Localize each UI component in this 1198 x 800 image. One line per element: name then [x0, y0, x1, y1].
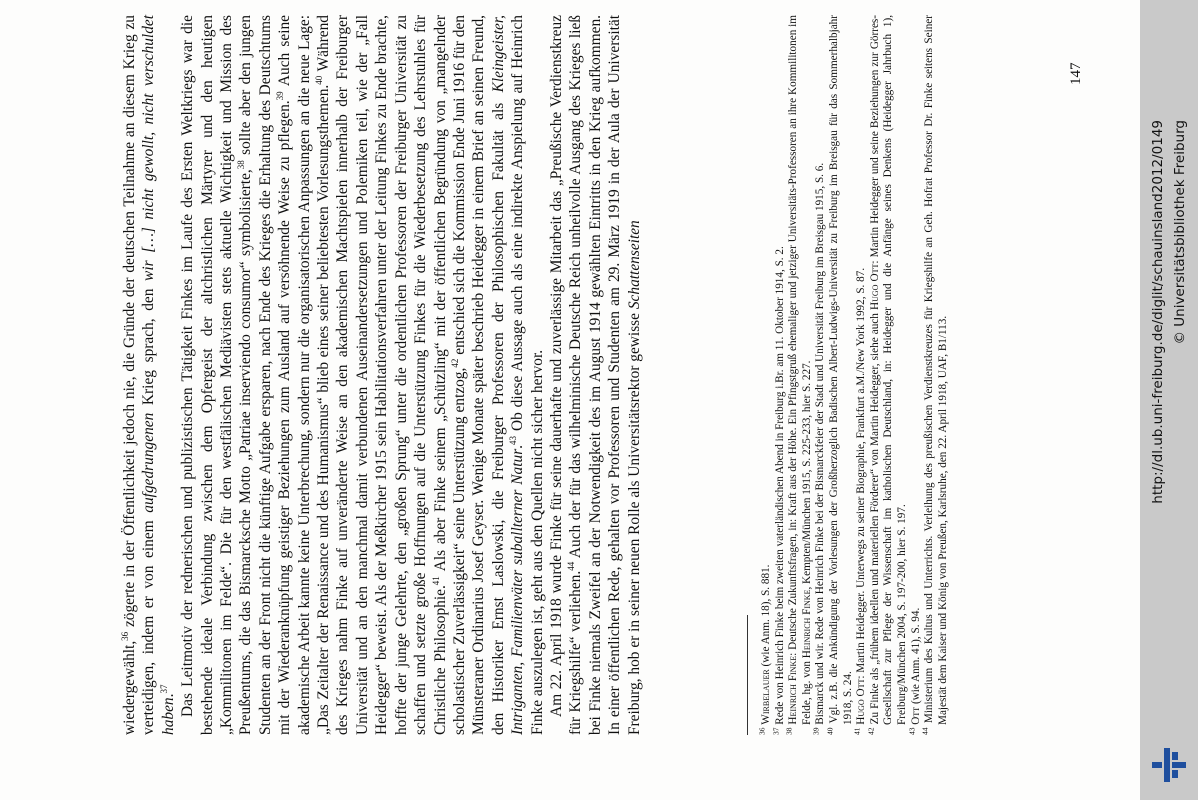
- logo-bar-top: [1172, 752, 1178, 760]
- footnote-38: $^{38}$ Heinrich Finke: Deutsche Zukunftsfragen, in: Kraft aus der Höhe. Ein Pfingstgruß ehemaliger und jetziger Universitäts-Professoren an ihre Kommilitonen im Felde, hg. von Heinrich Finke, Kempten/München 1915, S. 225-233, hier S. 227.: [784, 15, 813, 735]
- paragraph-3: Am 22. April 1918 wurde Finke für seine dauerhafte und zuverlässige Mitarbeit das „Preußische Verdienstkreuz für Kriegshilfe“ verliehen.$^{44}$ Auch der für das wilhelminische Deutsche Reich unheilvolle Ausgang des Krieges ließ bei Finke niemals Zweifel an der Notwendigkeit des im August 1914 gewählten Eintritts in den Krieg aufkommen. In einer öffentlichen Rede, gehalten vor Professoren und Studenten am 29. März 1919 in der Aula der Universität Freiburg, hob er in seiner neuen Rolle als Universitätsrektor gewisse Schattenseiten: [547, 14, 643, 735]
- logo-bar-right: [1172, 762, 1186, 768]
- library-sidebar: [1140, 0, 1198, 800]
- footnote-36: $^{36}$ Wirbelauer (wie Anm. 18), S. 881.: [757, 564, 772, 735]
- copyright-notice: © Universitätsbibliothek Freiburg: [1172, 120, 1188, 345]
- logo-bar-center: [1164, 748, 1170, 782]
- footnotes: [757, 15, 950, 735]
- sidebar-text: [1140, 0, 1198, 800]
- footnote-42: $^{42}$ Zu Finke als „frühem ideellen und materiellen Förderer“ von Martin Heidegger, siehe auch Hugo Ott: Martin Heidegger und seine Beziehungen zur Görres-Gesellschaft zur Pflege der Wissenschaft im katholischen Deutschland, in: Heidegger und die Anfänge seines Denkens (Heidegger Jahrbuch 1), Freiburg/München 2004, S. 197-200, hier S. 197.: [866, 15, 908, 735]
- paragraph-1: wiedergewählt,$^{36}$ zögerte in der Öffentlichkeit jedoch nie, die Gründe der deutschen Teilnahme an diesem Krieg zu verteidigen, indem er von einem aufgedrungenen Krieg sprach, den wir […] nicht gewollt, nicht verschuldet haben.$^{37}$: [119, 15, 177, 735]
- permalink-url[interactable]: http://dl.ub.uni-freiburg.de/diglit/schauinsland2012/0149: [1150, 120, 1166, 504]
- footnote-44: $^{44}$ Ministerium des Kultus und Unterrichts. Verleihung des preußischen Verdienstkreuzes für Kriegshilfe an Geh. Hofrat Professor Dr. Finke seitens Seiner Majestät dem Kaiser und König von Preußen, Karlsruhe, den 22. April 1918, UAF, B1/113.: [920, 15, 949, 735]
- footnote-40: $^{40}$ Vgl. z.B. die Ankündigung der Vorlesungen der Großherzoglich Badischen Albert-Ludwigs-Universität zu Freiburg im Breisgau für das Sommerhalbjahr 1918, S. 24.: [825, 15, 854, 735]
- rotated-page-content: [120, 15, 1120, 735]
- logo-bar-left: [1152, 762, 1162, 768]
- footnote-39: $^{39}$ Bismarck und wir. Rede von Heinrich Finke bei der Bismarckfeier der Stadt und Universität Freiburg im Breisgau 1915, S. 6.: [811, 162, 827, 735]
- footnote-37: $^{37}$ Rede von Heinrich Finke beim zweiten vaterländischen Abend in Freiburg i.Br. am 11. Oktober 1914, S. 2.: [770, 246, 786, 735]
- logo-bar-bottom: [1172, 770, 1178, 778]
- paragraph-2: Das Leitmotiv der rednerischen und publizistischen Tätigkeit Finkes im Laufe des Ersten Weltkriegs war die bestehende ideale Verbindung zwischen dem Opfergeist der altchristlichen Märtyrer und den heutigen „Kommilitonen im Felde“. Die für den westfälischen Mediävisten stets aktuelle Wichtigkeit und Mission des Preußentums, die das Bismarcksche Motto „Patriae inserviendo consumor“ symbolisierte,$^{38}$ sollte aber den jungen Studenten an der Front nicht die künftige Aufgabe ersparen, nach Ende des Krieges die Erhaltung des Deutschtums mit der Wiederanknüpfung geistiger Beziehungen zum Ausland auf versöhnende Weise zu pflegen.$^{39}$ Auch seine akademische Arbeit kannte keine Unterbrechung, sondern nur die organisatorischen Anpassungen an die neue Lage: „Das Zeitalter der Renaissance und des Humanismus“ blieb eines seiner beliebtesten Vorlesungsthemen.$^{40}$ Während des Krieges nahm Finke auf unveränderte Weise an den akademischen Machtspielen innerhalb der Freiburger Universität und an den manchmal damit verbundenen Auseinandersetzungen und Polemiken teil, wie der „Fall Heidegger“ beweist. Als der Meßkircher 1915 sein Habilitationsverfahren unter der Leitung Finkes zu Ende brachte, hoffte der junge Gelehrte, den „großen Sprung“ unter die ordentlichen Professoren der Freiburger Universität zu schaffen und setzte große Hoffnungen auf die Unterstützung Finkes für die Wiederbesetzung des Lehrstuhles für Christliche Philosophie.$^{41}$ Als aber Finke seinem „Schützling“ mit der öffentlichen Begründung von „mangelnder scholastischer Zuverlässigkeit“ seine Unterstützung entzog,$^{42}$ entschied sich die Kommission Ende Juni 1916 für den Münsteraner Ordinarius Josef Geyser. Wenige Monate später beschrieb Heidegger in einem Brief an seinen Freund, den Historiker Ernst Laslowski, die Freiburger Professoren der Philosophischen Fakultät als Kleingeister, Intriganten, Familienväter suballterner Natur.$^{43}$ Ob diese Aussage auch als eine indirekte Anspielung auf Heinrich Finke auszulegen ist, geht aus den Quellen nicht sicher hervor.: [179, 15, 546, 735]
- footnote-43: $^{43}$ Ott (wie Anm. 41), S. 94.: [906, 607, 922, 735]
- footnote-rule: [747, 615, 748, 735]
- page-number: 147: [1068, 62, 1084, 85]
- body-text: [120, 15, 644, 735]
- footnote-41: $^{41}$ Hugo Ott: Martin Heidegger. Unterwegs zu seiner Biographie, Frankfurt a.M./New York 1992, S. 87.: [852, 267, 868, 735]
- ub-freiburg-logo-icon: [1148, 744, 1190, 786]
